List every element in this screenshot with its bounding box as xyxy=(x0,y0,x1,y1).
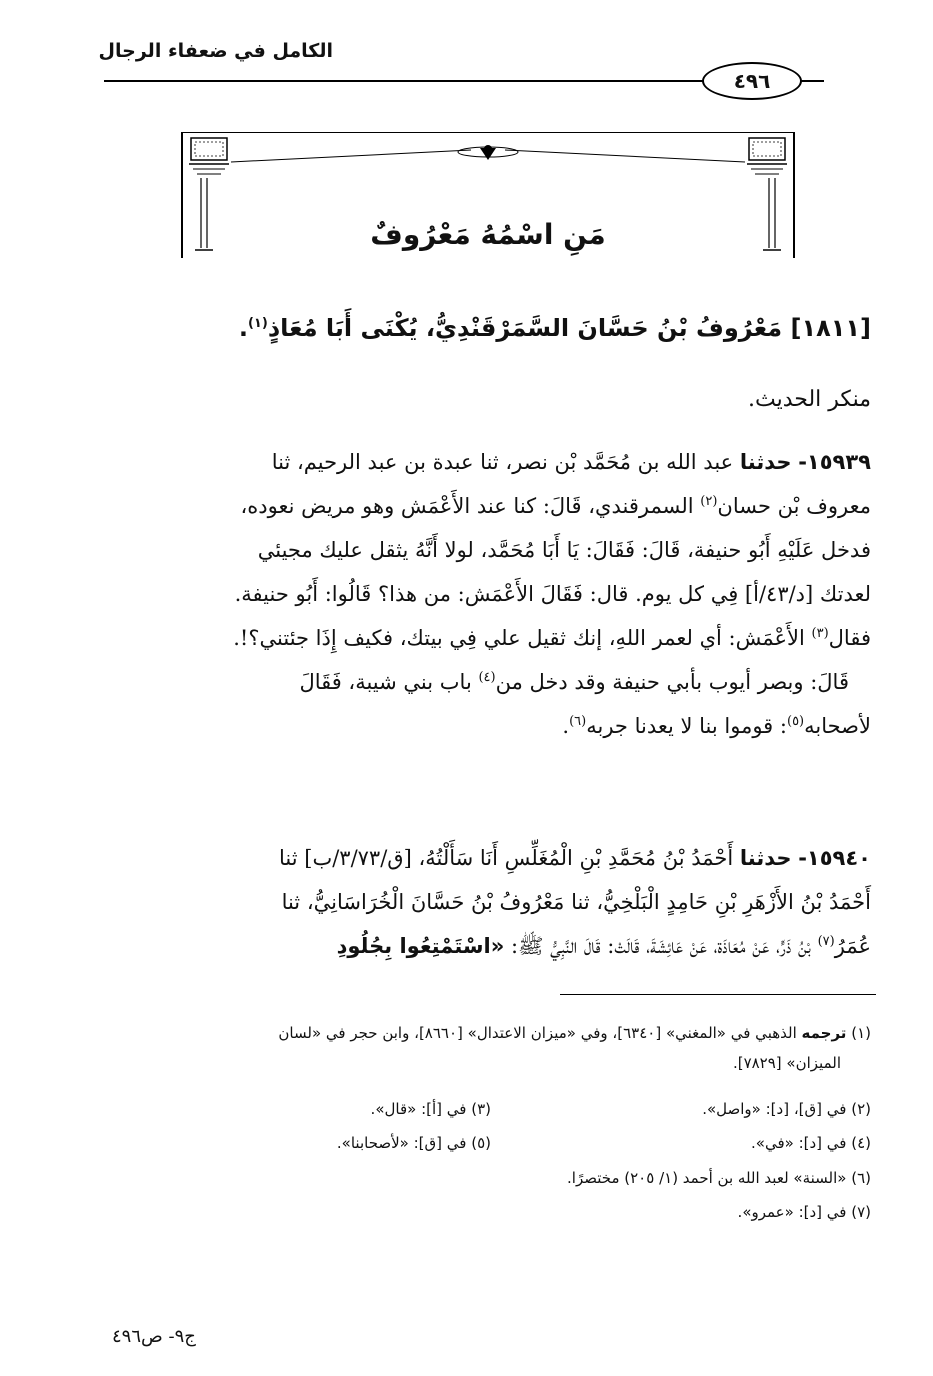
book-title: الكامل في ضعفاء الرجال xyxy=(98,40,333,62)
footnote-mark: (٣) xyxy=(811,626,829,641)
footnote-row xyxy=(91,1094,871,1124)
entry-title xyxy=(91,308,871,348)
footnote-row xyxy=(91,1128,871,1158)
footnote-mark: (١) xyxy=(247,316,268,331)
entry-name: مَعْرُوفُ بْنُ حَسَّانَ السَّمَرْقَنْدِيُّ، يُكْنَى أَبَا مُعَاذٍ xyxy=(267,314,783,342)
hadith-text: : قوموا بنا لا يعدنا جربه xyxy=(586,714,787,738)
haddathana: حدثنا xyxy=(739,450,792,474)
hadith-1-line-4: لعدتك [د/٤٣/أ] فِي كل يوم. قال: فَقَالَ الأَعْمَش: من هذا؟ قَالُوا: أَبُو حنيفة. xyxy=(234,582,871,606)
footnote-7: (٧) في [د]: «عمرو». xyxy=(737,1203,871,1221)
hadith-text: معروف بْن حسان xyxy=(717,494,871,518)
footnote-text: الميزان» [٧٨٢٩]. xyxy=(732,1054,841,1072)
entry-end: . xyxy=(238,314,248,342)
hadith-text: أَحْمَدُ بْنُ مُحَمَّدِ بْنِ الْمُغَلِّسِ أَنَا سَأَلْتُهُ، [ق/٣/٧٣/ب] ثنا xyxy=(279,846,734,870)
hadith-1-line-1 xyxy=(93,440,871,484)
footnote-keyword: ترجمه xyxy=(801,1024,847,1042)
hadith-1-line-6 xyxy=(93,660,871,704)
hadith-number: ١٥٩٣٩- xyxy=(798,450,871,474)
footnote-text: الذهبي في «المغني» [٦٣٤٠]، وفي «ميزان الاعتدال» [٨٦٦٠]، وابن حجر في «لسان xyxy=(278,1024,802,1042)
hadith-text: الأَعْمَش: أي لعمر اللهِ، إنك ثقيل علي فِي بيتك، فكيف إِذَا جئتني؟!. xyxy=(233,626,812,650)
hadith-number: ١٥٩٤٠- xyxy=(798,846,871,870)
hadith-2-line-1 xyxy=(93,836,871,880)
hadith-text: بْنُ ذَرٍّ، عَنْ مُعَاذَة، عَنْ عَائِشَةَ، قَالَتْ: قَالَ النَّبِيُّ ﷺ: xyxy=(504,934,818,958)
hadith-quote: «اسْتَمْتِعُوا بِجُلُودِ xyxy=(336,934,505,958)
haddathana: حدثنا xyxy=(739,846,792,870)
hadith-2 xyxy=(93,836,871,968)
footnote-1 xyxy=(91,1018,871,1078)
footnote-6: (٦) «السنة» لعبد الله بن أحمد (١/ ٢٠٥) مختصرًا. xyxy=(567,1169,871,1187)
entry-verdict: منكر الحديث. xyxy=(748,387,871,412)
hadith-2-line-3 xyxy=(93,924,871,968)
hadith-text: السمرقندي، قَالَ: كنا عند الأَعْمَش وهو مريض نعوده، xyxy=(240,494,701,518)
hadith-2-line-2: أَحْمَدُ بْنُ الأَزْهَرِ بْنِ حَامِدٍ الْبَلْخِيُّ، ثنا مَعْرُوفُ بْنُ حَسَّانَ الْخُرَاسَانِيُّ، ثنا xyxy=(281,890,871,914)
footnote-2: (٢) في [ق]، [د]: «واصل». xyxy=(702,1100,871,1118)
hadith-1-line-3: فدخل عَلَيْهِ أَبُو حنيفة، قَالَ: فَقَالَ: يَا أَبَا مُحَمَّد، لولا أَنَّهُ يثقل عليك مجيئي xyxy=(257,538,871,562)
footnote-4: (٤) في [د]: «في». xyxy=(751,1134,871,1152)
footnote-3: (٣) في [أ]: «قال». xyxy=(370,1100,491,1118)
volume-page-ref: ج٩- ص٤٩٦ xyxy=(112,1326,196,1347)
footnote-mark: (٥) xyxy=(786,714,805,729)
hadith-1-line-5 xyxy=(93,616,871,660)
footnote-rule xyxy=(560,994,876,995)
hadith-text: عبد الله بن مُحَمَّد بْن نصر، ثنا عبدة بن عبد الرحيم، ثنا xyxy=(271,450,734,474)
hadith-text: . xyxy=(562,714,570,738)
footnote-mark: (٧) xyxy=(817,934,835,949)
footnote-5: (٥) في [ق]: «لأصحابنا». xyxy=(336,1134,491,1152)
footnote-mark: (٤) xyxy=(478,670,496,685)
page-number: ٤٩٦ xyxy=(702,62,802,100)
hadith-text: باب بني شيبة، فَقَالَ xyxy=(299,670,479,694)
footnote-text: (١) xyxy=(846,1024,871,1042)
footnote-mark: (٦) xyxy=(569,714,587,729)
hadith-1-line-7 xyxy=(93,704,871,748)
footnote-mark: (٢) xyxy=(700,494,718,509)
hadith-text: لأصحابه xyxy=(804,714,871,738)
section-heading: مَنِ اسْمُهُ مَعْرُوفٌ xyxy=(370,218,606,251)
hadith-text: قَالَ: وبصر أيوب بأبي حنيفة وقد دخل من xyxy=(495,670,849,694)
entry-number: [١٨١١] xyxy=(790,314,871,342)
hadith-text: فقال xyxy=(828,626,871,650)
hadith-1-line-2 xyxy=(93,484,871,528)
hadith-text: عُمَرُ xyxy=(834,934,871,958)
hadith-1 xyxy=(93,440,871,748)
